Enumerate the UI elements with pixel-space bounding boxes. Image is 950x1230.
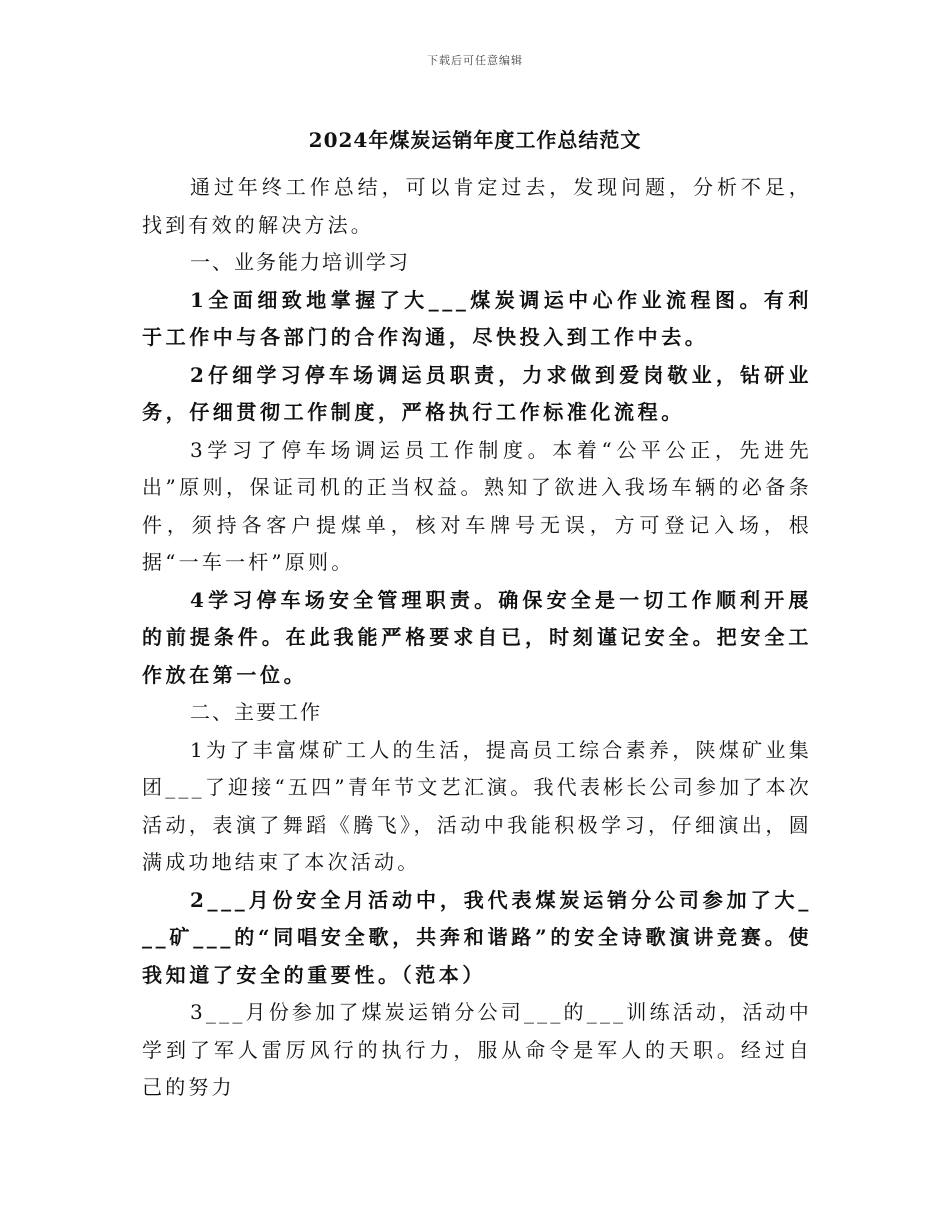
work-item-3: 3___月份参加了煤炭运销分公司___的___训练活动，活动中学到了军人雷厉风行的执行力，服从命令是军人的天职。经过自己的努力 xyxy=(142,1000,812,1099)
document-title: 2024年煤炭运销年度工作总结范文 xyxy=(308,128,642,152)
work-item-1: 1为了丰富煤矿工人的生活，提高员工综合素养，陕煤矿业集团___了迎接“五四”青年节文艺汇演。我代表彬长公司参加了本次活动，表演了舞蹈《腾飞》，活动中我能积极学习，仔细演出，圆满成功地结束了本次活动。 xyxy=(142,737,812,874)
section-heading-training: 一、业务能力培训学习 xyxy=(190,250,410,274)
intro-paragraph: 通过年终工作总结，可以肯定过去，发现问题，分析不足，找到有效的解决方法。 xyxy=(142,175,812,237)
training-item-2: 2仔细学习停车场调运员职责，力求做到爱岗敬业，钻研业务，仔细贯彻工作制度，严格执行工作标准化流程。 xyxy=(142,362,812,424)
document-body xyxy=(142,169,812,1107)
training-item-4: 4学习停车场安全管理职责。确保安全是一切工作顺利开展的前提条件。在此我能严格要求自已，时刻谨记安全。把安全工作放在第一位。 xyxy=(142,587,812,687)
work-item-2: 2___月份安全月活动中，我代表煤炭运销分公司参加了大___矿___的“同唱安全歌，共奔和谐路”的安全诗歌演讲竞赛。使我知道了安全的重要性。（范本） xyxy=(142,887,812,987)
training-item-3: 3学习了停车场调运员工作制度。本着“公平公正，先进先出”原则，保证司机的正当权益。熟知了欲进入我场车辆的必备条件，须持各客户提煤单，核对车牌号无误，方可登记入场，根据“一车一杆”原则。 xyxy=(142,437,812,574)
header-note: 下载后可任意编辑 xyxy=(427,54,523,67)
section-heading-main-work: 二、主要工作 xyxy=(190,700,322,724)
training-item-1: 1全面细致地掌握了大___煤炭调运中心作业流程图。有利于工作中与各部门的合作沟通，尽快投入到工作中去。 xyxy=(142,287,812,349)
